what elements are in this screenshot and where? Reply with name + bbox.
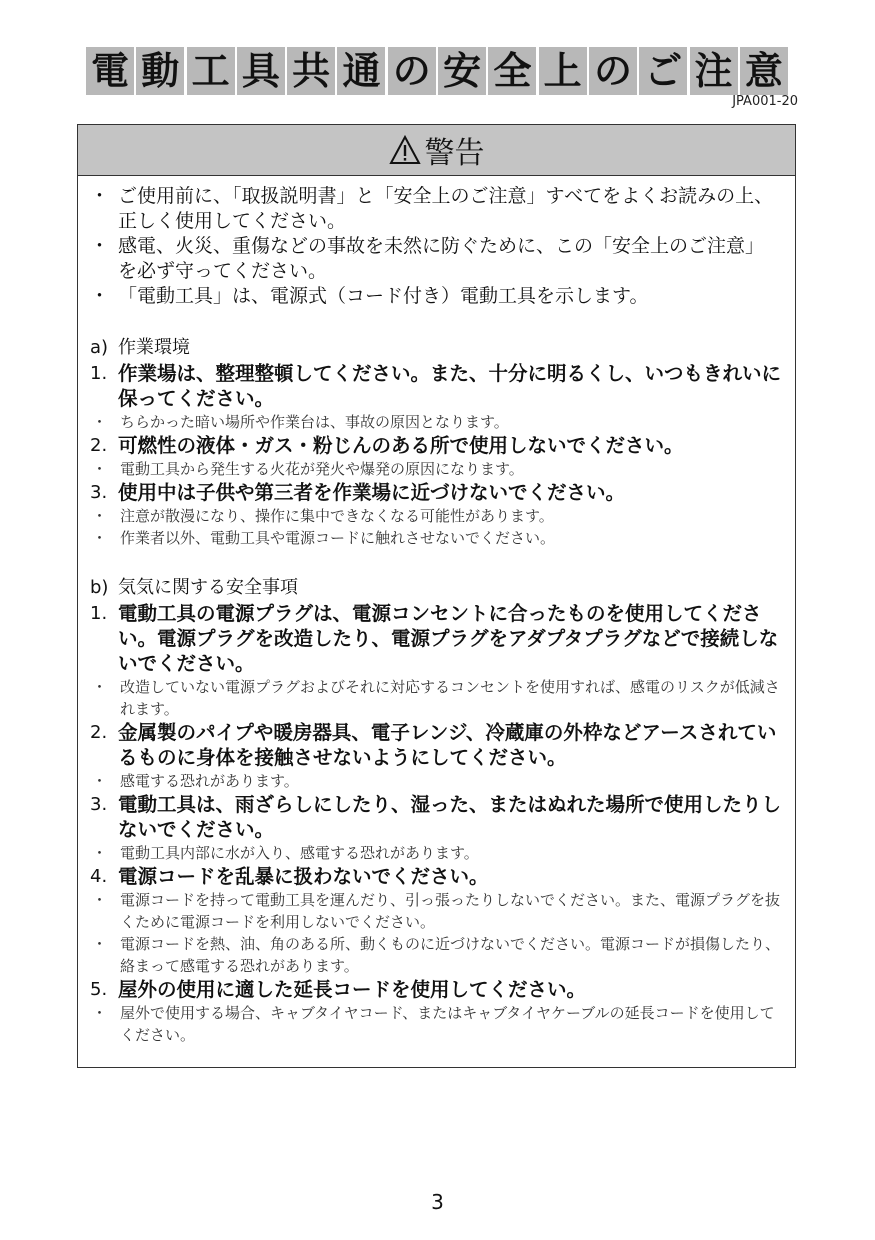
title-char: ご xyxy=(639,47,687,95)
title-char: 上 xyxy=(539,47,587,95)
bullet-dot: ・ xyxy=(90,235,110,257)
page-title xyxy=(86,47,788,95)
bullet-dot: ・ xyxy=(92,678,108,696)
note-text: 電源コードを持って電動工具を運んだり、引っ張ったりしないでください。また、電源プラグを抜くために電源コードを利用しないでください。 xyxy=(120,891,781,931)
intro-text: ご使用前に、「取扱説明書」と「安全上のご注意」すべてをよくお読みの上、正しく使用してください。 xyxy=(118,185,774,232)
title-char: の xyxy=(589,47,637,95)
item-number: 1. xyxy=(90,363,108,384)
section-marker: a) xyxy=(90,337,109,358)
list-item xyxy=(90,864,781,889)
bullet-dot: ・ xyxy=(92,1004,108,1022)
title-char: 共 xyxy=(287,47,335,95)
bullet-dot: ・ xyxy=(92,413,108,431)
item-number: 3. xyxy=(90,794,108,815)
title-char: 注 xyxy=(690,47,738,95)
intro-text: 感電、火災、重傷などの事故を未然に防ぐために、この「安全上のご注意」を必ず守ってください。 xyxy=(118,235,765,282)
item-text: 電源コードを乱暴に扱わないでください。 xyxy=(118,865,489,888)
note-text: 電動工具内部に水が入り、感電する恐れがあります。 xyxy=(120,844,479,862)
item-note xyxy=(90,527,781,549)
item-note xyxy=(90,889,781,933)
title-char: の xyxy=(388,47,436,95)
title-char: 意 xyxy=(740,47,788,95)
item-note xyxy=(90,842,781,864)
list-item xyxy=(90,977,781,1002)
warning-box xyxy=(77,124,796,1068)
item-note xyxy=(90,933,781,977)
item-number: 5. xyxy=(90,979,108,1000)
note-text: 感電する恐れがあります。 xyxy=(120,772,299,790)
intro-text: 「電動工具」は、電源式（コード付き）電動工具を示します。 xyxy=(118,285,649,307)
section-title-text: 作業環境 xyxy=(118,337,190,358)
note-text: 屋外で使用する場合、キャブタイヤコード、またはキャブタイヤケーブルの延長コードを使用してください。 xyxy=(120,1004,775,1044)
list-item xyxy=(90,433,781,458)
list-item xyxy=(90,361,781,411)
bullet-dot: ・ xyxy=(92,529,108,547)
title-char: 工 xyxy=(187,47,235,95)
section-title xyxy=(90,335,781,361)
bullet-dot: ・ xyxy=(92,935,108,953)
intro-bullet xyxy=(90,184,781,234)
item-note xyxy=(90,505,781,527)
list-item xyxy=(90,601,781,676)
bullet-dot: ・ xyxy=(92,460,108,478)
bullet-dot: ・ xyxy=(92,772,108,790)
list-item xyxy=(90,480,781,505)
warning-triangle-icon xyxy=(389,135,421,165)
title-char: 電 xyxy=(86,47,134,95)
note-text: 電源コードを熱、油、角のある所、動くものに近づけないでください。電源コードが損傷したり、絡まって感電する恐れがあります。 xyxy=(120,935,781,975)
bullet-dot: ・ xyxy=(92,844,108,862)
note-text: 改造していない電源プラグおよびそれに対応するコンセントを使用すれば、感電のリスクが低減されます。 xyxy=(120,678,780,718)
bullet-dot: ・ xyxy=(92,891,108,909)
item-note xyxy=(90,770,781,792)
intro-bullet xyxy=(90,284,781,309)
item-number: 2. xyxy=(90,435,108,456)
list-item xyxy=(90,792,781,842)
item-number: 2. xyxy=(90,722,108,743)
item-text: 電動工具の電源プラグは、電源コンセントに合ったものを使用してください。電源プラグを改造したり、電源プラグをアダプタプラグなどで接続しないでください。 xyxy=(118,602,779,675)
item-number: 1. xyxy=(90,603,108,624)
item-text: 金属製のパイプや暖房器具、電子レンジ、冷蔵庫の外枠などアースされているものに身体を接触させないようにしてください。 xyxy=(118,721,777,769)
bullet-dot: ・ xyxy=(90,185,110,207)
item-note xyxy=(90,676,781,720)
intro-bullet xyxy=(90,234,781,284)
item-note xyxy=(90,1002,781,1046)
title-char: 動 xyxy=(136,47,184,95)
item-text: 電動工具は、雨ざらしにしたり、湿った、またはぬれた場所で使用したりしないでください。 xyxy=(118,793,782,841)
item-number: 4. xyxy=(90,866,108,887)
warning-label: 警告 xyxy=(424,136,485,171)
note-text: 注意が散漫になり、操作に集中できなくなる可能性があります。 xyxy=(120,507,554,525)
warning-body xyxy=(78,176,795,1046)
item-note xyxy=(90,458,781,480)
warning-header xyxy=(78,125,795,176)
note-text: 作業者以外、電動工具や電源コードに触れさせないでください。 xyxy=(120,529,556,547)
bullet-dot: ・ xyxy=(90,285,110,307)
note-text: ちらかった暗い場所や作業台は、事故の原因となります。 xyxy=(120,413,509,431)
section-title xyxy=(90,575,781,601)
list-item xyxy=(90,720,781,770)
item-text: 可燃性の液体・ガス・粉じんのある所で使用しないでください。 xyxy=(118,434,684,457)
section-title-text: 気気に関する安全事項 xyxy=(118,577,298,598)
item-text: 作業場は、整理整頓してください。また、十分に明るくし、いつもきれいに保ってください。 xyxy=(118,362,782,410)
page-number: 3 xyxy=(431,1190,444,1214)
section-marker: b) xyxy=(90,577,109,598)
title-char: 全 xyxy=(488,47,536,95)
item-text: 屋外の使用に適した延長コードを使用してください。 xyxy=(118,978,587,1001)
item-note xyxy=(90,411,781,433)
title-char: 通 xyxy=(337,47,385,95)
bullet-dot: ・ xyxy=(92,507,108,525)
item-number: 3. xyxy=(90,482,108,503)
note-text: 電動工具から発生する火花が発火や爆発の原因になります。 xyxy=(120,460,524,478)
item-text: 使用中は子供や第三者を作業場に近づけないでください。 xyxy=(118,481,626,504)
title-char: 安 xyxy=(438,47,486,95)
document-code: JPA001-20 xyxy=(732,94,798,109)
title-char: 具 xyxy=(237,47,285,95)
